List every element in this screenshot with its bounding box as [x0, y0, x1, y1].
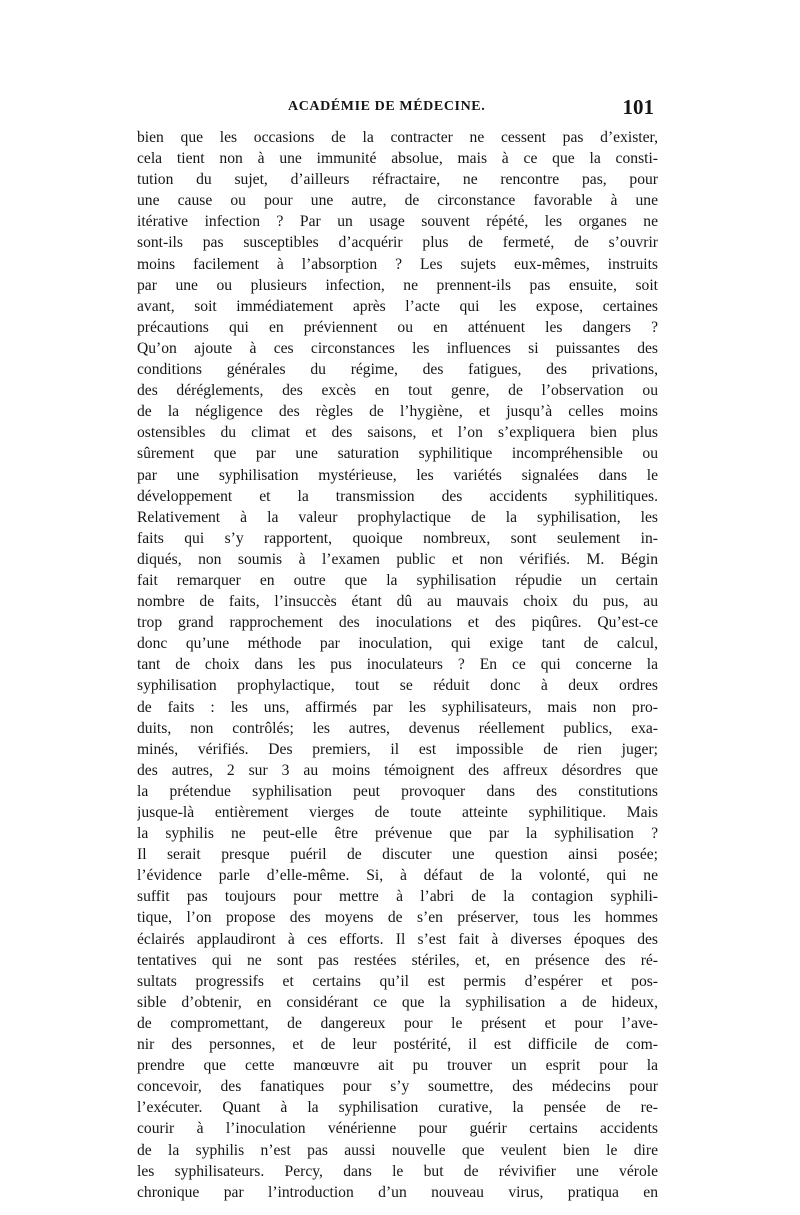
text-line: la prétendue syphilisation peut provoquer dans des constitutions: [137, 782, 658, 800]
text-line: trop grand rapprochement des inoculations et des piqûres. Qu’est-ce: [137, 614, 658, 632]
text-line: concevoir, des fanatiques pour s’y soumettre, des médecins pour: [137, 1078, 658, 1096]
text-line: minés, vérifiés. Des premiers, il est impossible de rien juger;: [137, 740, 658, 758]
text-line: de faits : les uns, affirmés par les syphilisateurs, mais non pro-: [137, 698, 658, 716]
text-line: chronique par l’introduction d’un nouveau virus, pratiqua en: [137, 1183, 658, 1201]
text-line: sultats progressifs et certains qu’il est permis d’espérer et pos-: [137, 972, 658, 990]
text-line: tique, l’on propose des moyens de s’en préserver, tous les hommes: [137, 909, 658, 927]
text-line: sont-ils pas susceptibles d’acquérir plus de fermeté, de s’ouvrir: [137, 234, 658, 252]
text-line: des déréglements, des excès en tout genre, de l’observation ou: [137, 382, 658, 400]
text-line: l’évidence parle d’elle-même. Si, à défaut de la volonté, qui ne: [137, 867, 658, 885]
text-line: éclairés applaudiront à ces efforts. Il s’est fait à diverses époques des: [137, 930, 658, 948]
text-line: avant, soit immédiatement après l’acte qui les expose, certaines: [137, 297, 658, 315]
text-line: faits qui s’y rapportent, quoique nombreux, sont seulement in-: [137, 529, 658, 547]
text-line: conditions générales du régime, des fatigues, des privations,: [137, 361, 658, 379]
text-line: tution du sujet, d’ailleurs réfractaire, ne rencontre pas, pour: [137, 171, 658, 189]
text-line: sible d’obtenir, en considérant ce que la syphilisation a de hideux,: [137, 993, 658, 1011]
text-line: précautions qui en préviennent ou en atténuent les dangers ?: [137, 318, 658, 336]
text-line: tant de choix dans les pus inoculateurs ? En ce qui concerne la: [137, 656, 658, 674]
text-line: développement et la transmission des accidents syphilitiques.: [137, 487, 658, 505]
text-line: des autres, 2 sur 3 au moins témoignent des affreux désordres que: [137, 761, 658, 779]
text-line: cela tient non à une immunité absolue, mais à ce que la consti-: [137, 150, 658, 168]
text-line: par une ou plusieurs infection, ne prennent-ils pas ensuite, soit: [137, 276, 658, 294]
text-line: Il serait presque puéril de discuter une question ainsi posée;: [137, 846, 658, 864]
text-line: Relativement à la valeur prophylactique de la syphilisation, les: [137, 508, 658, 526]
text-line: bien que les occasions de la contracter ne cessent pas d’exister,: [137, 129, 658, 146]
text-line: diqués, non soumis à l’examen public et non vérifiés. M. Bégin: [137, 550, 658, 568]
text-line: nir des personnes, et de leur postérité, il est difficile de com-: [137, 1036, 658, 1054]
text-line: Qu’on ajoute à ces circonstances les influences si puissantes des: [137, 339, 658, 357]
text-line: de la négligence des règles de l’hygiène, et jusqu’à celles moins: [137, 403, 658, 421]
text-line: la syphilis ne peut-elle être prévenue que par la syphilisation ?: [137, 825, 658, 843]
text-line: suffit pas toujours pour mettre à l’abri de la contagion syphili-: [137, 888, 658, 906]
text-line: itérative infection ? Par un usage souvent répété, les organes ne: [137, 213, 658, 231]
text-line: nombre de faits, l’insuccès étant dû au mauvais choix du pus, au: [137, 593, 658, 611]
text-line: tentatives qui ne sont pas restées stériles, et, en présence des ré-: [137, 951, 658, 969]
text-line: sûrement que par une saturation syphilitique incompréhensible ou: [137, 445, 658, 463]
text-line: fait remarquer en outre que la syphilisation répudie un certain: [137, 571, 658, 589]
text-line: prendre que cette manœuvre ait pu trouver un esprit pour la: [137, 1057, 658, 1075]
text-line: ostensibles du climat et des saisons, et l’on s’expliquera bien plus: [137, 424, 658, 442]
text-line: de compromettant, de dangereux pour le présent et pour l’ave-: [137, 1014, 658, 1032]
text-line: donc qu’une méthode par inoculation, qui exige tant de calcul,: [137, 635, 658, 653]
page-number: 101: [622, 95, 654, 119]
text-line: de la syphilis n’est pas aussi nouvelle que veulent bien le dire: [137, 1141, 658, 1159]
text-line: moins facilement à l’absorption ? Les sujets eux-mêmes, instruits: [137, 255, 658, 273]
text-line: par une syphilisation mystérieuse, les variétés signalées dans le: [137, 466, 658, 484]
text-line: une cause ou pour une autre, de circonstance favorable à une: [137, 192, 658, 210]
text-line: syphilisation prophylactique, tout se réduit donc à deux ordres: [137, 677, 658, 695]
text-line: l’exécuter. Quant à la syphilisation curative, la pensée de re-: [137, 1099, 658, 1117]
book-page: [137, 95, 658, 1203]
body-text: [137, 127, 658, 1203]
text-line: duits, non contrôlés; les autres, devenus réellement publics, exa-: [137, 719, 658, 737]
text-line: jusque-là entièrement vierges de toute atteinte syphilitique. Mais: [137, 804, 658, 821]
text-line: les syphilisateurs. Percy, dans le but de réviviﬁer une vérole: [137, 1162, 658, 1180]
text-line: courir à l’inoculation vénérienne pour guérir certains accidents: [137, 1120, 658, 1138]
running-head: ACADÉMIE DE MÉDECINE.: [288, 99, 486, 114]
page-header: [137, 95, 658, 125]
